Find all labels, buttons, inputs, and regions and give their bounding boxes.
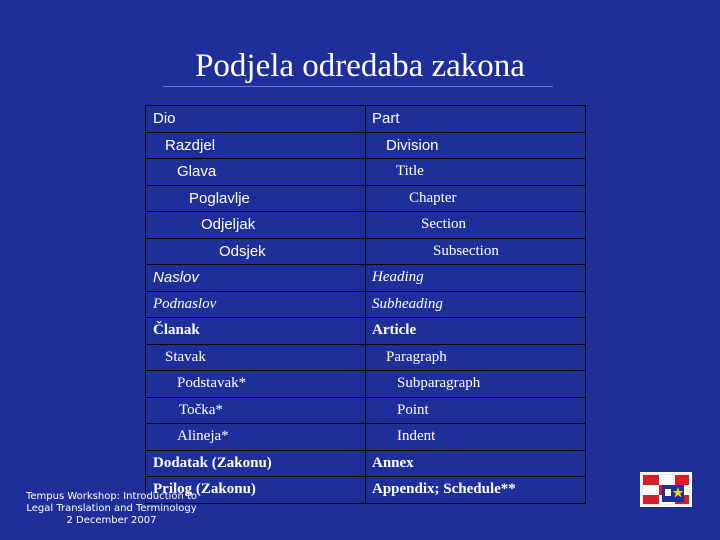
croatian-term: Stavak [146, 344, 366, 371]
table-row [146, 212, 586, 239]
table-row [146, 397, 586, 424]
footer-line: Tempus Workshop: Introduction to [25, 491, 198, 502]
table-row [146, 238, 586, 265]
table-row [146, 318, 586, 345]
english-term: Annex [366, 450, 586, 477]
terminology-table [145, 105, 586, 504]
croatian-term: Odjeljak [146, 212, 366, 239]
english-term: Subsection [366, 238, 586, 265]
croatian-term: Dio [146, 106, 366, 133]
english-term: Subparagraph [366, 371, 586, 398]
english-term: Paragraph [366, 344, 586, 371]
english-term: Appendix; Schedule** [366, 477, 586, 504]
slide-title: Podjela odredaba zakona [195, 48, 525, 84]
croatian-term: Glava [146, 159, 366, 186]
table-row [146, 265, 586, 292]
english-term: Indent [366, 424, 586, 451]
english-term: Part [366, 106, 586, 133]
table-row [146, 344, 586, 371]
english-term: Section [366, 212, 586, 239]
english-term: Heading [366, 265, 586, 292]
croatian-term: Podstavak* [146, 371, 366, 398]
table-row [146, 477, 586, 504]
english-term: Article [366, 318, 586, 345]
croatian-term: Točka* [146, 397, 366, 424]
croatian-term: Alineja* [146, 424, 366, 451]
table-row [146, 371, 586, 398]
english-term: Subheading [366, 291, 586, 318]
table-row [146, 291, 586, 318]
table-row [146, 159, 586, 186]
table-row [146, 132, 586, 159]
croatian-term: Prilog (Zakonu) [146, 477, 366, 504]
english-term: Title [366, 159, 586, 186]
croatian-term: Podnaslov [146, 291, 366, 318]
footer-line: Legal Translation and Terminology [26, 503, 197, 514]
croatian-term: Dodatak (Zakonu) [146, 450, 366, 477]
croatian-coat-of-arms-icon [640, 472, 692, 507]
croatian-term: Članak [146, 318, 366, 345]
croatian-term: Naslov [146, 265, 366, 292]
croatian-term: Poglavlje [146, 185, 366, 212]
croatian-term: Odsjek [146, 238, 366, 265]
english-term: Division [366, 132, 586, 159]
table-row [146, 106, 586, 133]
footer-line: 2 December 2007 [66, 515, 157, 526]
croatian-term: Razdjel [146, 132, 366, 159]
footer-credit [24, 491, 199, 527]
table-row [146, 450, 586, 477]
english-term: Chapter [366, 185, 586, 212]
title-underline [163, 86, 553, 87]
table-row [146, 424, 586, 451]
table-row [146, 185, 586, 212]
english-term: Point [366, 397, 586, 424]
